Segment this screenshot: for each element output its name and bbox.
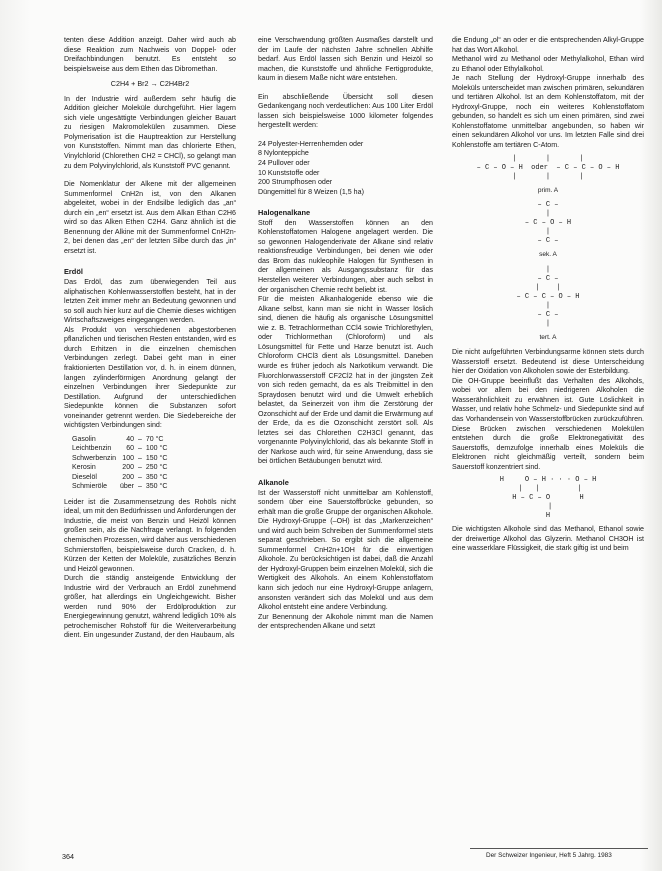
table-cell-from: über — [119, 483, 134, 491]
list-item: 24 Polyester-Herrenhemden oder — [258, 139, 364, 148]
reaction-formula: C2H4 + Br2 → C2H4Br2 — [110, 79, 190, 89]
paragraph: Die OH-Gruppe beeinflußt das Verhalten des Alkohols, wobei vor allem bei den niedrigeren Alkoholen die Wasserähnlichkeit zu erwähnen ist. Gute Löslichkeit in Wasser, und relativ hohe Schmelz- und Siedepunkte sind auf das Vorhandensein von Wasserstoffbrücken zurückzuführen. Diese Brücken zwischen verschiedenen Molekülen entstehen durch die große Elektronegativität des Sauerstoffs, demzufolge innerhalb eines Moleküls die Elektronen nicht gleichmäßig verteilt, sondern beim Sauerstoff konzentriert sind. — [452, 376, 644, 471]
structure-caption: tert. A — [539, 333, 557, 341]
structure-caption: prim. A — [537, 186, 559, 194]
table-cell-to: 70 °C — [145, 435, 164, 443]
paragraph: Die wichtigsten Alkohole sind das Methanol, Ethanol sowie der dreiwertige Alkohol das Glyzerin. Methanol CH3OH ist eine wasserklare Flüssigkeit, die stark giftig ist und beim — [452, 525, 644, 553]
list-item: Düngemittel für 8 Weizen (1,5 ha) — [258, 187, 364, 196]
paragraph: Die Nomenklatur der Alkene mit der allgemeinen Summenformel CnH2n ist, von den Alkanen abgeleitet, wobei in der Endsilbe lediglich das „an“ durch ein „en“ ersetzt ist. Aus dem Alkan Ethan C2H6 wird so das Alken Ethen C2H4. Ganz ähnlich ist die Benennung der Alkine mit der Summenformel CnH2n-2, bei denen das „en“ der letzten Silbe durch das „in“ ersetzt ist. — [64, 180, 236, 255]
list-item: 8 Nylonteppiche — [258, 149, 309, 158]
table-row — [72, 444, 171, 454]
structure-formula-primary: | | | – C – O – H oder – C – C – O – H | | | — [476, 154, 620, 181]
range-dash: – — [137, 464, 142, 472]
table-cell-from: 40 — [126, 435, 134, 443]
footer-rule — [470, 848, 648, 849]
structure-formula-tertiary: | – C – | | – C – C – O – H | – C – | — [516, 265, 580, 328]
paragraph: Durch die ständig ansteigende Entwicklung der Industrie wird der Verbrauch an Erdöl zunehmend größer, hat allerdings ein Ungleichgewicht. Bisher werden rund 90% der Erdölproduktion zur Energiegewinnung genutzt, während lediglich 10% als petrochemischer Rohstoff für die Weiterverarbeitung dient. Ein ungesunder Zustand, der den Haubaum, als — [64, 574, 236, 640]
table-cell-to: 350 °C — [145, 483, 168, 491]
table-cell-name: Dieselöl — [72, 473, 97, 481]
paragraph: Ist der Wasserstoff nicht unmittelbar am Kohlenstoff, sondern über eine Sauerstoffbrücke gebunden, so erhält man die große Gruppe der organischen Alkohole. Die Hydroxyl-Gruppe (–OH) ist das „Markenzeichen“ und wird auch beim Schreiben der Summenformel stets separat geschrieben. So ergibt sich die allgemeine Summenformel CnH2n+1OH für die einwertigen Alkohole. Zu berücksichtigen ist dabei, daß die Anzahl der Hydroxyl-Gruppen beim einzelnen Molekül, sich die Wertigkeit des Alkohols. An einem Kohlenstoffatom kann sich jedoch nur eine Hydroxyl-Gruppe anlagern, ansonsten verändert sich das Molekül und aus dem Alkohol entsteht eine andere Verbindung. — [258, 488, 433, 612]
table-cell-from: 100 — [122, 454, 134, 462]
paragraph: Stoff den Wasserstoffen können an den Kohlenstoffatomen Halogene angelagert werden. Die so gewonnen Halogenderivate der Alkane sind relativ reaktionsfreudige Verbindungen, bei denen wie oder das Brom das nukleophile Halogen für Synthesen in der allgemeinen als Ausgangssubstanz für das Herstellen weiterer Verbindungen, aber auch selbst in der organischen Chemie recht beliebt ist. — [258, 218, 433, 294]
paragraph: Je nach Stellung der Hydroxyl-Gruppe innerhalb des Moleküls unterscheidet man zwischen primären, sekundären und tertiären Alkohol. Ist an dem Kohlenstoffatom, mit der Hydroxyl-Gruppe, noch ein weiteres Kohlenstoffatom gebunden, so handelt es sich um einen primären, sind zwei Kohlenstoffatome unmittelbar angebunden, so haben wir einen sekundären Alkohol vor uns. Im letzten Falle sind drei Kohlenstoffe am tertiären C-Atom. — [452, 74, 644, 150]
paragraph: In der Industrie wird außerdem sehr häufig die Addition gleicher Moleküle durchgeführt. Hier lagern sich viele ungesättigte Verbindungen gleicher Bauart zu riesigen Makromolekülen zusammen. Diese Polymerisation ist die Hauptreaktion zur Herstellung von Kunststoffen. Nimmt man das chlorierte Ethen, Vinylchlorid (Chlorethen CH2 = CHCl), so gelangt man zu dem Polyvinylchlorid, als Kunststoff PVC genannt. — [64, 94, 236, 170]
section-heading-halogenalkane: Halogenalkane — [258, 208, 311, 218]
table-cell-to: 250 °C — [145, 464, 168, 472]
list-item: 200 Strumpfhosen oder — [258, 178, 333, 187]
paragraph: Leider ist die Zusammensetzung des Rohöls nicht ideal, um mit den Bedürfnissen und Anforderungen der Industrie, die meist von Benzin und Heizöl können großen sein, als die Nachfrage verlangt. In folgenden chemischen Prozessen, wird daher aus verschiedenen Schmierstoffen, beispielsweise durch Cracken, d. h. Kürzen der Ketten der Moleküle, zusätzliches Benzin und Heizöl gewonnen. — [64, 497, 236, 573]
table-cell-from: 200 — [122, 473, 134, 481]
list-item: 24 Pullover oder — [258, 159, 310, 168]
range-dash: – — [137, 454, 142, 462]
paragraph: Zur Benennung der Alkohole nimmt man die Namen der entsprechenden Alkane und setzt — [258, 612, 433, 631]
paragraph: Das Erdöl, das zum überwiegenden Teil aus aliphatischen Kohlenwasserstoffen besteht, hat in der letzten Zeit immer mehr an Bedeutung gewonnen und so soll auch hier kurz auf die Chemie dieses wichtigen Wirtschaftszweiges eingegangen werden. — [64, 278, 236, 325]
section-heading-alkanole: Alkanole — [258, 477, 289, 487]
paragraph: Methanol wird zu Methanol oder Methylalkohol, Ethan wird zu Ethanol oder Ethylalkohol. — [452, 55, 644, 73]
table-cell-name: Leichtbenzin — [72, 445, 112, 453]
table-cell-name: Gasolin — [72, 435, 96, 443]
product-list — [258, 140, 433, 197]
paragraph: die Endung „ol“ an oder er die entsprechenden Alkyl-Gruppe hat das Wort Alkohol. — [452, 36, 644, 54]
journal-footer: Der Schweizer Ingenieur, Heft 5 Jahrg. 1983 — [486, 852, 612, 859]
column-left — [64, 36, 236, 641]
column-middle — [258, 36, 433, 632]
paragraph: Als Produkt von verschiedenen abgestorbenen pflanzlichen und tierischen Resten entstanden, wird es durch Erhitzen in die einzelnen chemischen Verbindungen zerlegt. Dabei geht man in einer fraktionierten Destillation vor, d. h. in einem dünnen, langen zylinderförmigen Anordnung gelangt der einzelnen Verbindungen ihrer Siedepunkte zur Destillation. Aufgrund der unterschiedlichen Siedepunkte können die Substanzen sofort voneinander getrennt werden. Die Siedebereiche der wichtigsten Verbindungen sind: — [64, 325, 236, 430]
table-row — [72, 482, 171, 492]
paragraph: Die nicht aufgeführten Verbindungsarme können stets durch Wasserstoff ersetzt. Bedeutend ist diese Unterscheidung hier der Oxidation von Alkoholen sowie der Esterbildung. — [452, 348, 644, 376]
paragraph: Ein abschließende Übersicht soll diesen Gedankengang noch verdeutlichen: Aus 100 Liter Erdöl lassen sich beispielsweise 1000 kilometer folgendes hergestellt werden: — [258, 92, 433, 130]
range-dash: – — [137, 445, 142, 453]
paragraph: eine Verschwendung größten Ausmaßes darstellt und der im Laufe der nächsten Jahre schnellen Abhilfe bedarf. Aus Erdöl lassen sich Benzin und Heizöl so machen, die Kunststoffe und ähnliche Fertigprodukte, kaum in diesem Maße nicht wäre entstehen. — [258, 36, 433, 83]
paragraph: tenten diese Addition anzeigt. Daher wird auch ab diese Reaktion zum Nachweis von Doppel- oder Dreifachbindungen benutzt. Es entsteht so beispielsweise aus dem Ethen das Dibromethan. — [64, 36, 236, 73]
column-right — [452, 36, 644, 554]
page-number: 364 — [62, 852, 74, 861]
table-cell-to: 100 °C — [145, 445, 168, 453]
table-cell-to: 150 °C — [145, 454, 168, 462]
paragraph: Für die meisten Alkanhalogenide ebenso wie die Alkane selbst, kann man sie nicht in Wasser löslich sind, dienen die häufig als organische Lösungsmittel wie z. B. Tetrachlormethan CCl4 sowie Trichlorethylen, oder Trichlormethan (Chloroform) und als Lösungsmittel für Fette und Harze benutzt ist. Auch Chloroform CHCl3 dient als Lösungsmittel. Daneben wurde es früher jedoch als Narkotikum verwandt. Die Fluorchlorwasserstoff CF2Cl2 hat in der jüngsten Zeit von sich reden gemacht, da es als Treibmittel in den Spraydosen benutzt wird und die Umwelt erheblich belastet, da Seinerzeit von ihm die Zerstörung der Ozonschicht auf der Erde und damit die Erwärmung auf der Erde, da es die Ozonschicht zerstört soll. Als letztes sei das Chlorethen C2H3Cl genannt, das vorgenannte Polyvinylchlorid, das als bekannte Stoff in der Narkose auch wird, für seine Anwendung, dass sie bei örtlichen Betäubungen benutzt wird. — [258, 295, 433, 466]
hydrogen-bond-diagram: H O – H · · · O – H | | | H – C – O H | H — [499, 476, 597, 521]
range-dash: – — [137, 473, 142, 481]
table-row — [72, 435, 171, 445]
list-item: 10 Kunststoffe oder — [258, 168, 320, 177]
range-dash: – — [137, 435, 142, 443]
table-cell-name: Schmieröle — [72, 483, 108, 491]
section-heading-erdoel: Erdöl — [64, 267, 83, 277]
table-row — [72, 473, 171, 483]
structure-caption: sek. A — [539, 251, 557, 259]
table-cell-from: 60 — [126, 445, 134, 453]
boiling-range-table — [72, 435, 171, 492]
table-row — [72, 463, 171, 473]
table-cell-name: Schwerbenzin — [72, 454, 116, 462]
structure-formula-secondary: – C – | – C – O – H | – C – — [524, 201, 572, 246]
range-dash: – — [137, 483, 142, 491]
table-cell-name: Kerosin — [72, 464, 96, 472]
table-row — [72, 454, 171, 464]
table-cell-from: 200 — [122, 464, 134, 472]
table-cell-to: 350 °C — [145, 473, 168, 481]
